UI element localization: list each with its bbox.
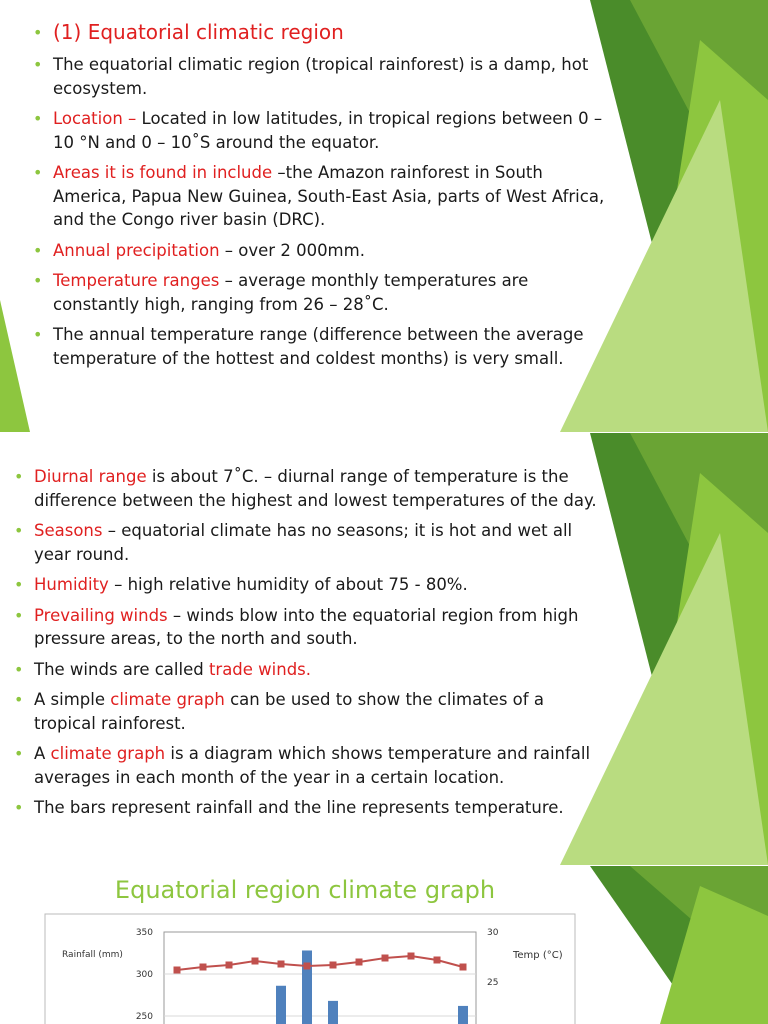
highlight-term: Areas it is found in include: [53, 163, 273, 182]
bullet-text: is about 7˚C. – diurnal range of temperature is the difference between the highest and lowest temperatures of the day.: [34, 467, 597, 510]
highlight-term: Prevailing winds: [34, 605, 168, 625]
bullet-text: The winds are called: [34, 659, 209, 679]
bullet-text: The bars represent rainfall and the line represents temperature.: [34, 798, 564, 817]
highlight-term: climate graph: [110, 690, 225, 709]
temperature-point: [278, 961, 285, 968]
bullet-dot: •: [33, 163, 43, 182]
bullet-dot: •: [14, 575, 24, 594]
bullet-text: – average monthly temperatures are constantly high, ranging from 26 – 28˚C.: [53, 271, 529, 314]
rainfall-bar: [328, 1001, 338, 1024]
bullet-dot: •: [14, 467, 24, 486]
bullet-text: is a diagram which shows temperature and rainfall averages in each month of the year in a certain location.: [34, 744, 591, 787]
temperature-point: [226, 962, 233, 969]
bullet-dot: •: [14, 798, 24, 817]
rainfall-bar: [458, 1006, 468, 1024]
temperature-point: [330, 962, 337, 969]
bullet-text: – over 2 000mm.: [219, 240, 365, 260]
bullet-text: – winds blow into the equatorial region from high pressure areas, to the north and south.: [34, 605, 579, 648]
bullet-dot: •: [14, 659, 24, 679]
highlight-term: climate graph: [50, 744, 166, 763]
bullet-text: The equatorial climatic region (tropical rainforest) is a damp, hot ecosystem.: [53, 55, 589, 98]
rainfall-tick-label: 350: [135, 928, 153, 938]
slide1-title: • (1) Equatorial climatic region: [33, 20, 344, 44]
bullet-text: – equatorial climate has no seasons; it is hot and wet all year round.: [34, 521, 573, 564]
rainfall-bar: [302, 950, 312, 1024]
temperature-point: [174, 967, 181, 974]
temperature-point: [356, 959, 363, 966]
highlight-term: Temperature ranges: [53, 271, 220, 290]
highlight-term: Diurnal range: [34, 467, 147, 486]
temperature-point: [460, 964, 467, 971]
bullet-dot: •: [14, 605, 24, 625]
highlight-term: Location –: [53, 109, 137, 128]
bullet-dot: •: [14, 521, 24, 540]
temperature-point: [434, 957, 441, 964]
temperature-point: [304, 963, 311, 970]
bullet-dot: •: [33, 271, 43, 290]
bullet-dot: •: [14, 744, 24, 763]
rainfall-bar: [276, 986, 286, 1024]
rainfall-tick-label: 250: [135, 1012, 153, 1022]
bullet-dot: •: [33, 109, 43, 128]
temp-tick-label: 25: [487, 978, 499, 988]
bullet-text: – high relative humidity of about 75 - 80%.: [108, 575, 468, 594]
graph-title: Equatorial region climate graph: [114, 876, 496, 904]
plot-area: [164, 932, 476, 1024]
rainfall-tick-label: 300: [135, 970, 153, 980]
highlight-term: trade winds.: [208, 659, 312, 679]
bullet-text: can be used to show the climates of a tropical rainforest.: [34, 690, 544, 733]
temp-tick-label: 30: [487, 928, 499, 938]
temperature-point: [382, 955, 389, 962]
highlight-term: Seasons: [34, 521, 103, 540]
temperature-point: [408, 953, 415, 960]
bullet-dot: •: [33, 240, 43, 260]
bullet-dot: •: [14, 690, 24, 709]
bullet-text: A: [34, 744, 51, 763]
bullet-text: The annual temperature range (difference between the average temperature of the hottest and coldest months) is very small.: [53, 325, 584, 368]
bullet-text: –the Amazon rainforest in South America, Papua New Guinea, South-East Asia, parts of West Africa, and the Congo river basin (DRC).: [53, 163, 605, 229]
bullet-dot: •: [33, 325, 43, 344]
bullet-text: Located in low latitudes, in tropical regions between 0 – 10 °N and 0 – 10˚S around the equator.: [53, 109, 603, 152]
highlight-term: Annual precipitation: [53, 240, 220, 260]
bullet-text: A simple: [34, 690, 111, 709]
temperature-point: [200, 964, 207, 971]
bullet-dot: •: [33, 55, 43, 74]
highlight-term: Humidity: [34, 575, 109, 594]
rainfall-axis-label: Rainfall (mm): [62, 950, 123, 960]
temperature-point: [252, 958, 259, 965]
temp-axis-label: Temp (°C): [513, 950, 563, 961]
